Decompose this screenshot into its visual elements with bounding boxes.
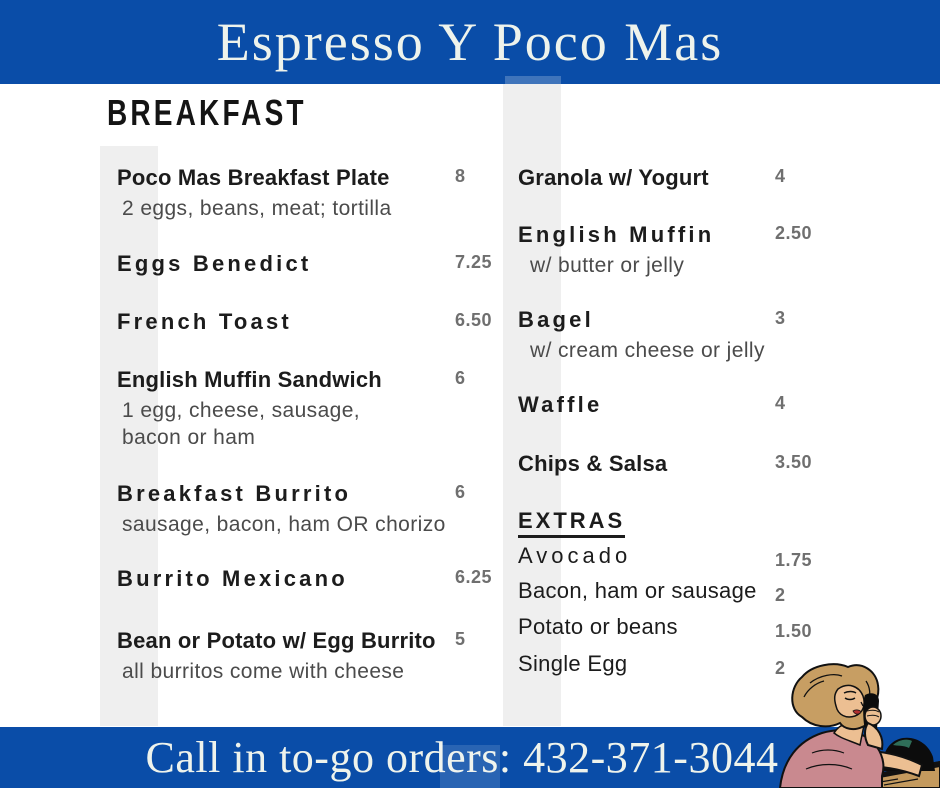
item-description xyxy=(530,337,765,364)
item-price: 1.75 xyxy=(775,550,813,570)
item-description-line: 1 egg, cheese, sausage, xyxy=(122,399,361,422)
item-description xyxy=(122,658,436,685)
phone-order-text: Call in to-go orders: 432-371-3044 xyxy=(145,733,779,782)
item-name: Bagel xyxy=(518,307,594,332)
item-price: 7.25 xyxy=(455,252,493,272)
background-stripe-right xyxy=(503,84,561,726)
item-name: Poco Mas Breakfast Plate xyxy=(117,165,390,190)
item-price: 8 xyxy=(455,166,466,186)
item-price: 5 xyxy=(455,629,466,649)
item-price: 1.50 xyxy=(775,621,813,641)
item-name: EXTRAS xyxy=(518,507,625,538)
item-price: 6.50 xyxy=(455,310,493,330)
background-stripe-left xyxy=(100,146,158,726)
item-description-line: 2 eggs, beans, meat; tortilla xyxy=(122,197,392,220)
item-price: 3 xyxy=(775,308,786,328)
item-name: Waffle xyxy=(518,392,603,417)
item-price: 2 xyxy=(775,658,786,678)
item-price: 3.50 xyxy=(775,452,813,472)
stripe-overlay-header xyxy=(505,76,561,84)
item-price: 4 xyxy=(775,166,786,186)
item-name: English Muffin Sandwich xyxy=(117,367,382,392)
item-price: 6.25 xyxy=(455,567,493,587)
item-description xyxy=(122,511,446,538)
item-name: Breakfast Burrito xyxy=(117,481,352,506)
item-description xyxy=(122,397,382,451)
item-price: 6 xyxy=(455,482,466,502)
item-name: Bean or Potato w/ Egg Burrito xyxy=(117,628,436,653)
woman-on-phone-illustration xyxy=(778,653,940,788)
item-name: Granola w/ Yogurt xyxy=(518,165,709,190)
item-name: Chips & Salsa xyxy=(518,451,668,476)
item-name: Single Egg xyxy=(518,651,628,676)
item-price: 6 xyxy=(455,368,466,388)
item-price: 2.50 xyxy=(775,223,813,243)
item-description-line: bacon or ham xyxy=(122,426,256,449)
item-name: Bacon, ham or sausage xyxy=(518,578,757,603)
item-name: Eggs Benedict xyxy=(117,251,312,276)
item-name: Burrito Mexicano xyxy=(117,566,348,591)
section-title: BREAKFAST xyxy=(107,92,307,133)
item-description xyxy=(122,195,392,222)
item-description-line: w/ butter or jelly xyxy=(530,254,685,277)
item-description-line: w/ cream cheese or jelly xyxy=(530,339,765,362)
header-bar xyxy=(0,0,940,84)
item-price: 4 xyxy=(775,393,786,413)
stripe-overlay-footer xyxy=(440,745,500,788)
item-name: Potato or beans xyxy=(518,614,678,639)
menu-item xyxy=(117,164,466,222)
item-description-line: sausage, bacon, ham OR chorizo xyxy=(122,513,446,536)
item-name: French Toast xyxy=(117,309,292,334)
item-name: Avocado xyxy=(518,543,632,568)
item-description-line: all burritos come with cheese xyxy=(122,660,405,683)
item-name: English Muffin xyxy=(518,222,715,247)
restaurant-title: Espresso Y Poco Mas xyxy=(216,12,724,72)
menu-item xyxy=(117,480,466,538)
item-price: 2 xyxy=(775,585,786,605)
menu-item xyxy=(117,627,466,685)
